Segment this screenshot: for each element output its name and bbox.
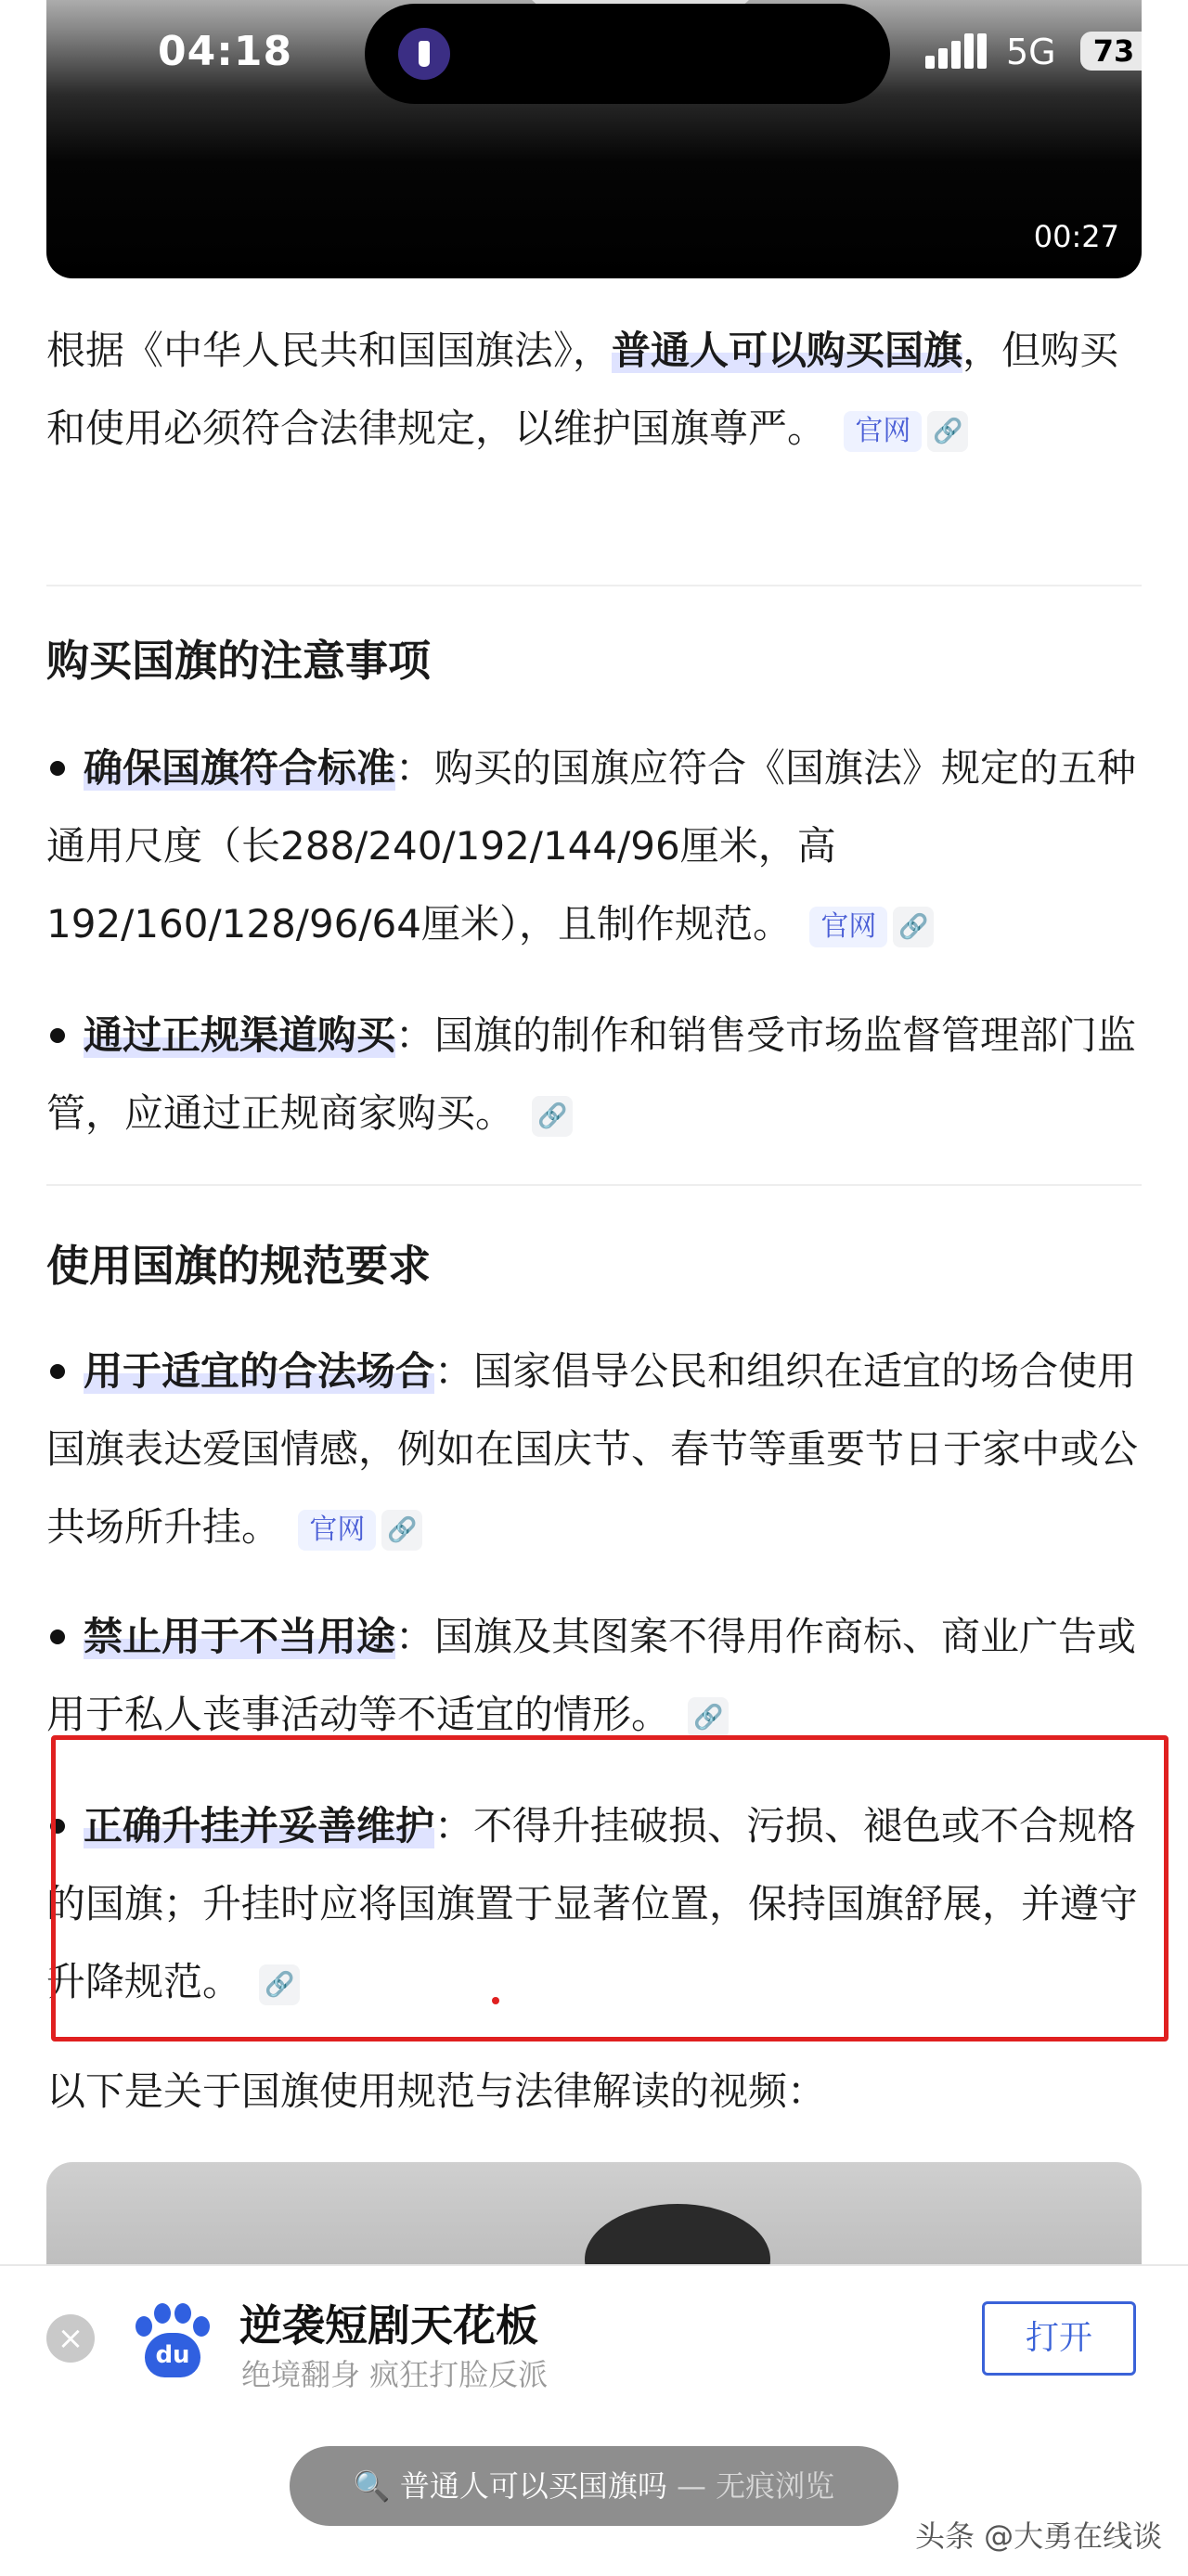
dynamic-island: [365, 4, 890, 104]
open-app-button[interactable]: 打开: [982, 2301, 1136, 2376]
video-duration: 00:27: [1033, 219, 1119, 254]
watermark: 头条 @大勇在线谈: [915, 2518, 1163, 2554]
section-heading-usage: 使用国旗的规范要求: [46, 1241, 431, 1291]
status-time: 04:18: [158, 28, 293, 75]
banner-subtitle: 绝境翻身 疯狂打脸反派: [241, 2357, 549, 2392]
close-icon[interactable]: ×: [46, 2314, 95, 2363]
intro-paragraph: [46, 312, 1142, 468]
source-tag-official[interactable]: 官网: [844, 411, 922, 452]
search-icon: 🔍: [353, 2468, 391, 2504]
list-item: [46, 729, 1142, 963]
list-item-text: ：不得升挂破损、污损、褪色或不合规格的国旗；升挂时应将国旗置于显著位置，保持国旗舒展，并遵守升降规范。: [46, 1803, 1139, 2004]
list-item-text: ：购买的国旗应符合《国旗法》规定的五种通用尺度（长288/240/192/144/96厘米，高192/160/128/96/64厘米），且制作规范。: [46, 745, 1137, 947]
banner-title: 逆袭短剧天花板: [239, 2300, 538, 2351]
link-icon[interactable]: 🔗: [381, 1510, 422, 1551]
list-item-title[interactable]: 正确升挂并妥善维护: [84, 1803, 435, 1848]
list-item-title[interactable]: 用于适宜的合法场合: [84, 1348, 435, 1394]
link-icon[interactable]: 🔗: [259, 1964, 300, 2005]
bullet-dot: [50, 761, 65, 776]
network-type: 5G: [1006, 32, 1056, 72]
intro-highlight[interactable]: 普通人可以购买国旗: [612, 328, 963, 373]
source-tag-official[interactable]: 官网: [809, 907, 887, 947]
video-player-top[interactable]: [46, 0, 1142, 278]
list-item-text: ：国旗的制作和销售受市场监督管理部门监管，应通过正规商家购买。: [46, 1012, 1137, 1136]
divider: [46, 1184, 1142, 1186]
battery-level: 73: [1092, 33, 1135, 69]
list-item-title[interactable]: 通过正规渠道购买: [84, 1012, 396, 1058]
bullet-dot: [50, 1629, 65, 1644]
bullet-dot: [50, 1028, 65, 1043]
divider: [46, 585, 1142, 586]
signal-icon: [925, 32, 990, 69]
link-icon[interactable]: 🔗: [927, 411, 968, 452]
list-item-title[interactable]: 确保国旗符合标准: [84, 745, 396, 791]
intro-text-pre: 根据《中华人民共和国国旗法》，: [46, 328, 613, 373]
section-heading-purchase: 购买国旗的注意事项: [46, 636, 431, 686]
list-item-title[interactable]: 禁止用于不当用途: [84, 1614, 396, 1659]
floating-search-pill[interactable]: [290, 2446, 898, 2526]
video-thumbnail-person: [585, 2204, 770, 2273]
link-icon[interactable]: 🔗: [688, 1697, 729, 1738]
bullet-dot: [50, 1364, 65, 1379]
annotation-dot: [492, 1997, 499, 2004]
search-mode: — 无痕浏览: [677, 2468, 835, 2504]
source-tag-official[interactable]: 官网: [298, 1510, 376, 1551]
baidu-paw-logo: du: [130, 2303, 215, 2379]
link-icon[interactable]: 🔗: [893, 907, 934, 947]
list-item: [46, 997, 1142, 1153]
link-icon[interactable]: 🔗: [532, 1096, 573, 1137]
intro-text-post: ，但购买和使用必须符合法律规定，以维护国旗尊严。: [46, 328, 1119, 451]
battery-icon: [1080, 32, 1142, 71]
list-item-text: ：国旗及其图案不得用作商标、商业广告或用于私人丧事活动等不适宜的情形。: [46, 1614, 1137, 1737]
video-intro-text: 以下是关于国旗使用规范与法律解读的视频：: [46, 2068, 827, 2114]
list-item: [46, 1333, 1142, 1566]
annotation-highlight-box: [51, 1735, 1169, 2041]
list-item-text: ：国家倡导公民和组织在适宜的场合使用国旗表达爱国情感，例如在国庆节、春节等重要节日于家中或公共场所升挂。: [46, 1348, 1139, 1550]
search-query: 普通人可以买国旗吗: [399, 2468, 667, 2504]
flashlight-icon: [398, 28, 450, 80]
video-player-bottom[interactable]: [46, 2162, 1142, 2273]
list-item: [46, 1598, 1142, 1754]
